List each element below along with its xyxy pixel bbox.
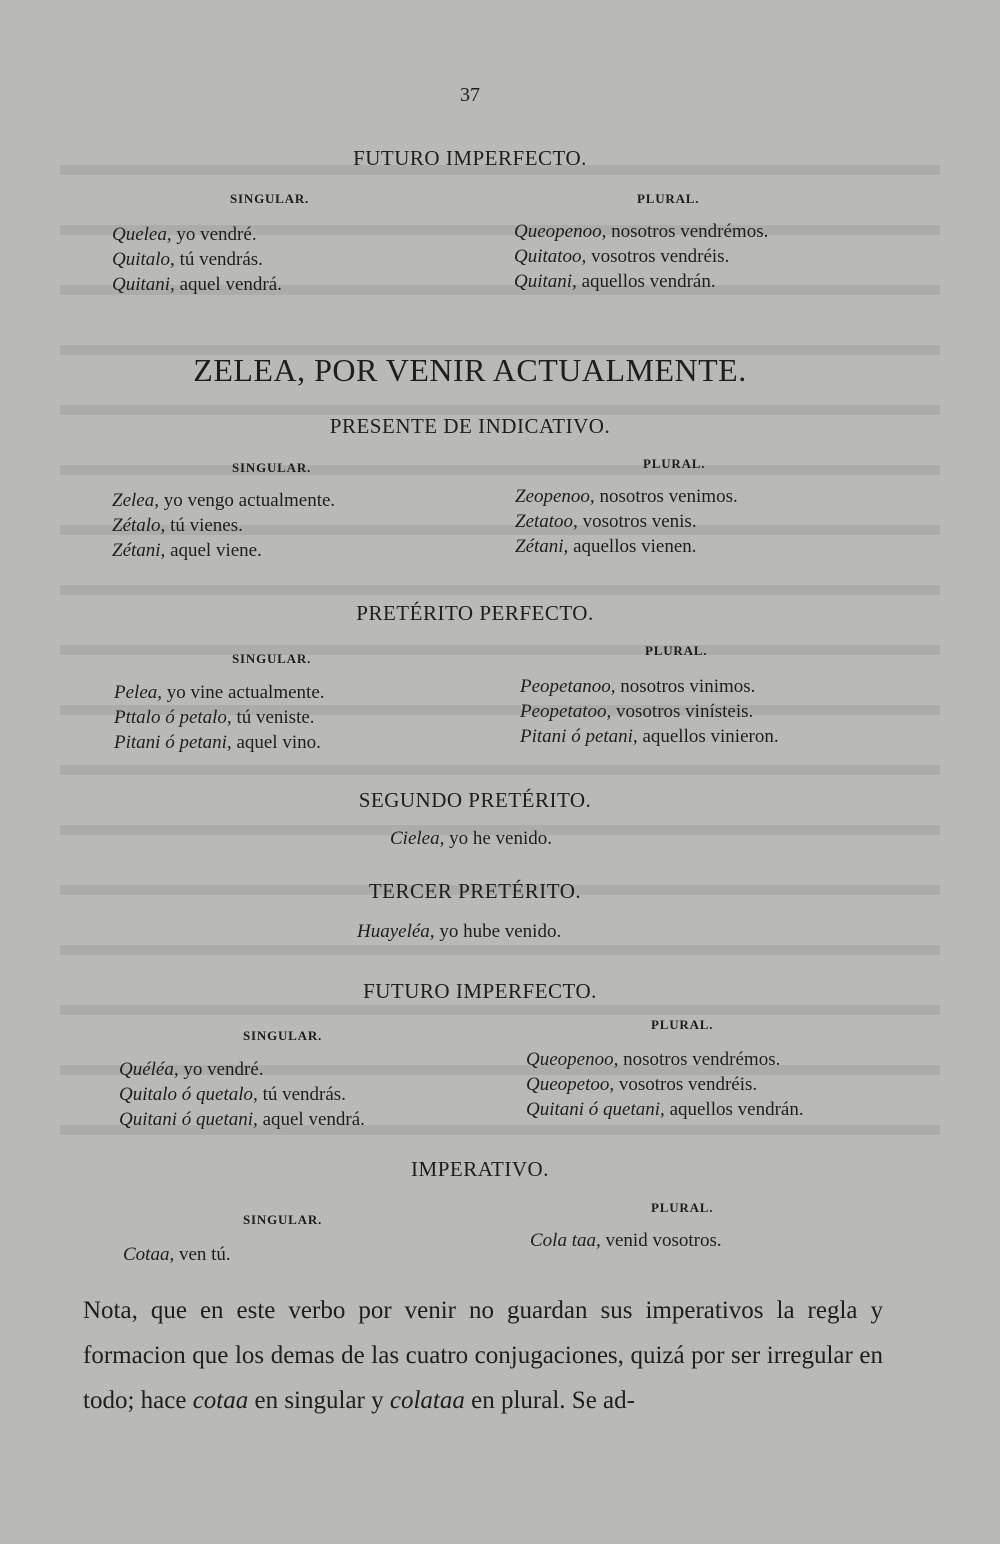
singular-label: SINGULAR.	[232, 651, 312, 666]
heading-futuro-imperfecto-1: FUTURO IMPERFECTO.	[353, 146, 587, 170]
heading-presente: PRESENTE DE INDICATIVO.	[329, 414, 611, 438]
form-line: Cotaa, ven tú.	[123, 1244, 231, 1265]
plural-label: PLURAL.	[643, 456, 706, 471]
plural-forms	[526, 1047, 804, 1122]
form-line: Quitani, aquellos vendrán.	[514, 271, 716, 292]
form-line: Pelea, yo vine actualmente.	[114, 682, 325, 703]
form-line: Huayeléa, yo hube venido.	[357, 921, 562, 942]
singular-forms	[112, 222, 282, 297]
form-line: Zeopenoo, nosotros venimos.	[515, 486, 738, 507]
form-line: Peopetatoo, vosotros vinísteis.	[520, 701, 754, 722]
plural-forms	[515, 484, 738, 559]
form-line: Zetatoo, vosotros venis.	[515, 511, 697, 532]
singular-forms	[112, 488, 335, 563]
heading-tercer-preterito: TERCER PRETÉRITO.	[368, 879, 582, 903]
form-line: Quelea, yo vendré.	[112, 224, 257, 245]
form-line: Pitani ó petani, aquellos vinieron.	[520, 726, 779, 747]
form-line: Cielea, yo he venido.	[390, 828, 553, 849]
form-line: Cola taa, venid vosotros.	[530, 1230, 722, 1251]
form-line: Zelea, yo vengo actualmente.	[112, 490, 336, 511]
form-line: Quitani ó quetani, aquel vendrá.	[119, 1109, 365, 1130]
form-line: Zétani, aquel viene.	[112, 540, 262, 561]
plural-forms	[520, 674, 779, 749]
form-line: Zétani, aquellos vienen.	[515, 536, 697, 557]
main-title: ZELEA, POR VENIR ACTUALMENTE.	[193, 352, 747, 388]
form-line: Quitani ó quetani, aquellos vendrán.	[526, 1099, 804, 1120]
form-line: Zétalo, tú vienes.	[112, 515, 243, 536]
plural-forms	[514, 219, 768, 294]
heading-preterito-perfecto: PRETÉRITO PERFECTO.	[356, 601, 594, 625]
form-line: Queopetoo, vosotros vendréis.	[526, 1074, 758, 1095]
form-line: Quitani, aquel vendrá.	[112, 274, 282, 295]
singular-forms	[114, 680, 325, 755]
plural-label: PLURAL.	[645, 643, 708, 658]
plural-label: PLURAL.	[651, 1017, 714, 1032]
form-line: Peopetanoo, nosotros vinimos.	[520, 676, 756, 697]
singular-label: SINGULAR.	[232, 460, 312, 475]
singular-forms	[119, 1057, 365, 1132]
singular-label: SINGULAR.	[243, 1028, 323, 1043]
form-line: Quitalo, tú vendrás.	[112, 249, 263, 270]
form-line: Quéléa, yo vendré.	[119, 1059, 264, 1080]
form-line: Queopenoo, nosotros vendrémos.	[526, 1049, 781, 1070]
plural-label: PLURAL.	[651, 1200, 714, 1215]
page-number: 37	[460, 84, 480, 106]
singular-label: SINGULAR.	[243, 1212, 323, 1227]
note-paragraph: Nota, que en este verbo por venir no guardan sus imperativos la regla y formacion que los demas de las cuatro conjugaciones, quizá por ser irregular en todo; hace cotaa en singular y colataa en plural. Se ad-	[83, 1297, 883, 1414]
heading-futuro-imperfecto-2: FUTURO IMPERFECTO.	[363, 979, 597, 1003]
singular-label: SINGULAR.	[230, 191, 310, 206]
form-line: Quitalo ó quetalo, tú vendrás.	[119, 1084, 346, 1105]
heading-imperativo: IMPERATIVO.	[411, 1157, 549, 1181]
form-line: Pttalo ó petalo, tú veniste.	[114, 707, 315, 728]
heading-segundo-preterito: SEGUNDO PRETÉRITO.	[358, 788, 592, 812]
form-line: Quitatoo, vosotros vendréis.	[514, 246, 730, 267]
form-line: Pitani ó petani, aquel vino.	[114, 732, 321, 753]
plural-label: PLURAL.	[637, 191, 700, 206]
form-line: Queopenoo, nosotros vendrémos.	[514, 221, 769, 242]
